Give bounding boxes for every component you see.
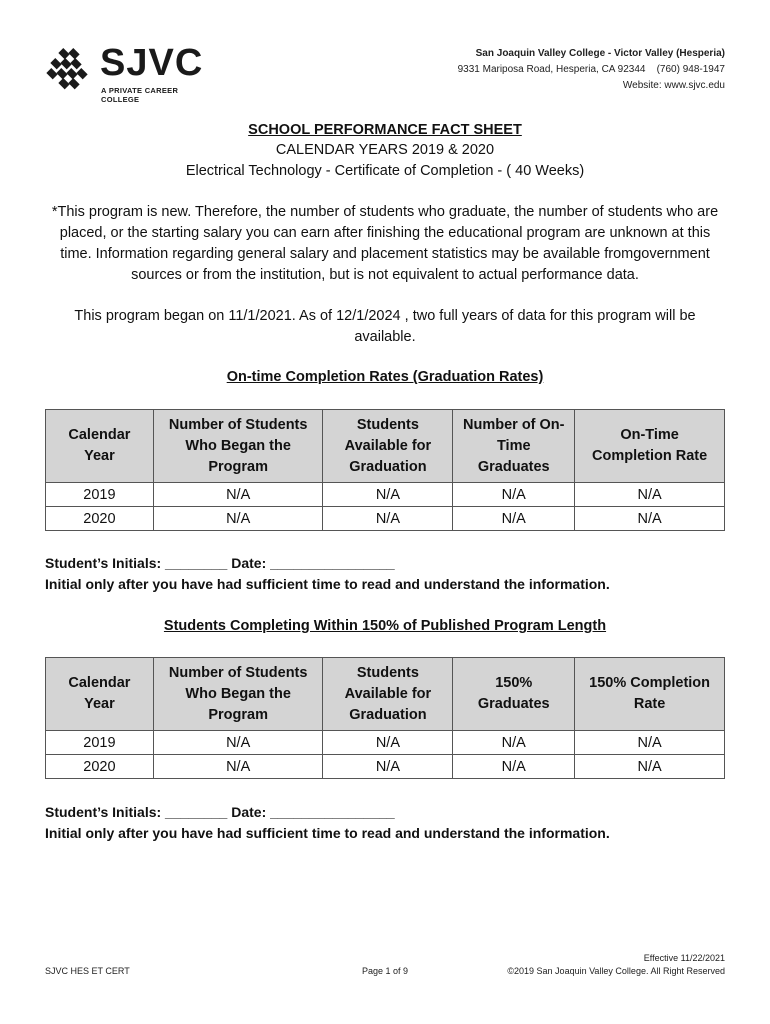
sjvc-logo-mark-icon bbox=[46, 48, 96, 92]
student-initials-block bbox=[45, 802, 610, 844]
table-cell: N/A bbox=[575, 731, 725, 755]
campus-contact-info bbox=[458, 46, 725, 94]
table-cell: N/A bbox=[153, 731, 323, 755]
footer-doc-code: SJVC HES ET CERT bbox=[45, 966, 130, 976]
table-cell: N/A bbox=[153, 755, 323, 779]
footer-effective-date: Effective 11/22/2021 bbox=[643, 953, 725, 963]
completion-150-title: Students Completing Within 150% of Published Program Length bbox=[163, 618, 607, 634]
table-header-row bbox=[46, 658, 725, 731]
new-program-notice: *This program is new. Therefore, the number of students who graduate, the number of students who are placed, or the starting salary you can earn after finishing the educational program are unknown at this time. Information regarding general salary and placement statistics may be available fromgovernment sources or from the institution, but is not equivalent to actual performance data. bbox=[51, 204, 719, 283]
initials-date-line[interactable]: Student’s Initials: ________ Date: ________________ bbox=[45, 804, 395, 820]
footer-page-number: Page 1 of 9 bbox=[361, 966, 409, 976]
campus-address: 9331 Mariposa Road, Hesperia, CA 92344 (760) 948-1947 bbox=[457, 64, 725, 75]
table-cell: N/A bbox=[323, 755, 453, 779]
initials-date-line[interactable]: Student’s Initials: ________ Date: ________________ bbox=[45, 555, 395, 571]
initials-instruction: Initial only after you have had sufficient time to read and understand the information. bbox=[45, 825, 610, 841]
table-cell: 2020 bbox=[46, 507, 154, 531]
table-row bbox=[46, 755, 725, 779]
col-header-on-time-graduates: Number of On-Time Graduates bbox=[453, 410, 575, 483]
footer-effective bbox=[507, 952, 725, 978]
table-cell: N/A bbox=[453, 755, 575, 779]
table-cell: N/A bbox=[153, 507, 323, 531]
table-cell: N/A bbox=[323, 483, 453, 507]
table-cell: N/A bbox=[453, 507, 575, 531]
col-header-students-available: Students Available for Graduation bbox=[323, 410, 453, 483]
logo-wordmark: SJVC bbox=[100, 42, 204, 84]
student-initials-block bbox=[45, 553, 610, 595]
col-header-on-time-rate: On-Time Completion Rate bbox=[575, 410, 725, 483]
on-time-completion-title: On-time Completion Rates (Graduation Rates) bbox=[226, 369, 544, 385]
on-time-completion-table bbox=[45, 409, 725, 531]
calendar-years: CALENDAR YEARS 2019 & 2020 bbox=[275, 142, 495, 158]
footer-copyright: ©2019 San Joaquin Valley College. All Right Reserved bbox=[507, 966, 725, 976]
col-header-calendar-year: Calendar Year bbox=[46, 410, 154, 483]
completion-150-table bbox=[45, 657, 725, 779]
table-row bbox=[46, 483, 725, 507]
table-cell: N/A bbox=[575, 755, 725, 779]
col-header-students-began: Number of Students Who Began the Program bbox=[153, 658, 323, 731]
col-header-150-rate: 150% Completion Rate bbox=[575, 658, 725, 731]
logo-tagline: A PRIVATE CAREER COLLEGE bbox=[101, 86, 179, 104]
table-cell: N/A bbox=[453, 483, 575, 507]
table-cell: 2020 bbox=[46, 755, 154, 779]
campus-name: San Joaquin Valley College - Victor Valley (Hesperia) bbox=[475, 48, 725, 59]
table-cell: N/A bbox=[575, 507, 725, 531]
col-header-calendar-year: Calendar Year bbox=[46, 658, 154, 731]
document-title-block bbox=[0, 120, 770, 182]
table-row bbox=[46, 731, 725, 755]
table-cell: N/A bbox=[575, 483, 725, 507]
col-header-students-began: Number of Students Who Began the Program bbox=[153, 410, 323, 483]
program-name: Electrical Technology - Certificate of Completion - ( 40 Weeks) bbox=[185, 163, 585, 179]
table-cell: N/A bbox=[323, 731, 453, 755]
table-cell: N/A bbox=[153, 483, 323, 507]
table-cell: 2019 bbox=[46, 483, 154, 507]
col-header-students-available: Students Available for Graduation bbox=[323, 658, 453, 731]
sjvc-logo bbox=[46, 42, 216, 104]
table-row bbox=[46, 507, 725, 531]
table-cell: 2019 bbox=[46, 731, 154, 755]
initials-instruction: Initial only after you have had sufficient time to read and understand the information. bbox=[45, 576, 610, 592]
document-title: SCHOOL PERFORMANCE FACT SHEET bbox=[248, 122, 522, 138]
table-cell: N/A bbox=[323, 507, 453, 531]
program-start-note: This program began on 11/1/2021. As of 12/1/2024 , two full years of data for this program will be available. bbox=[74, 308, 696, 345]
campus-website: Website: www.sjvc.edu bbox=[622, 80, 725, 91]
col-header-150-graduates: 150% Graduates bbox=[453, 658, 575, 731]
table-header-row bbox=[46, 410, 725, 483]
table-cell: N/A bbox=[453, 731, 575, 755]
